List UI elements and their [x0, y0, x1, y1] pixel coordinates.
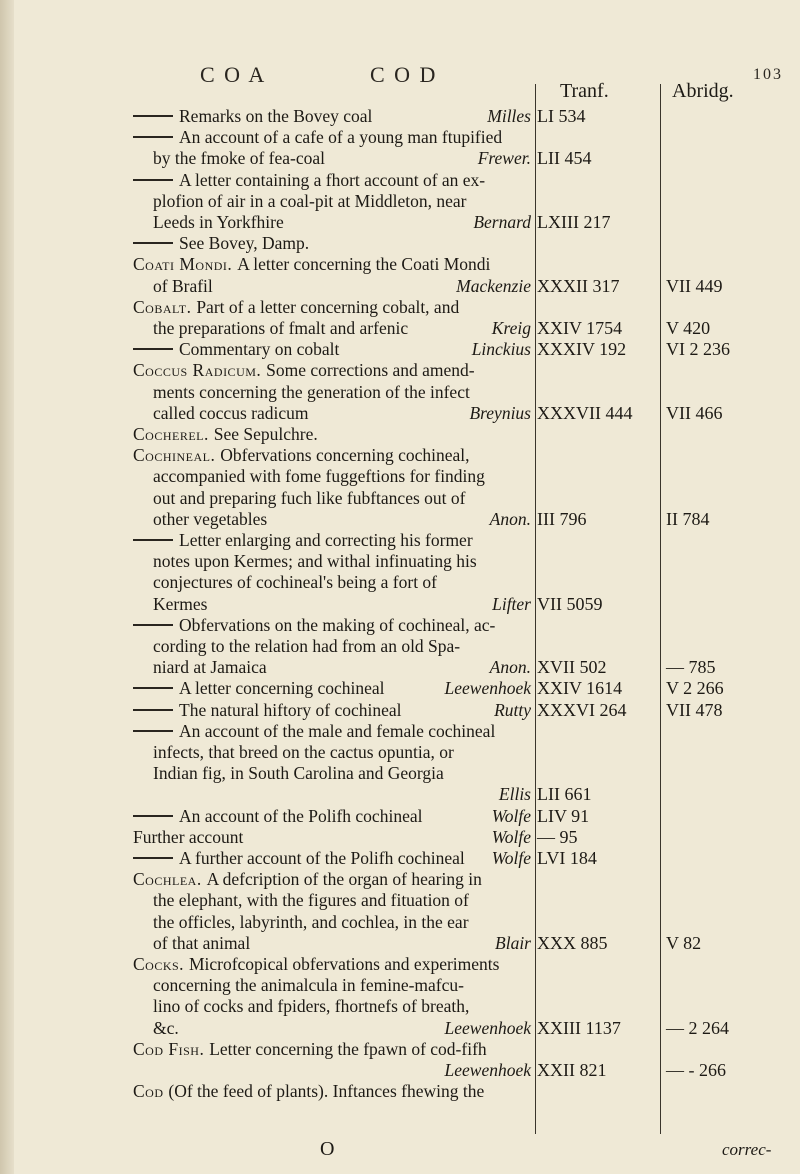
entry-text: [133, 445, 470, 466]
entry-author: Breynius: [469, 402, 531, 423]
entry-text: [133, 424, 318, 445]
ditto-dash: [133, 348, 173, 350]
running-head-middle: C O D: [370, 62, 438, 87]
entry-text: [133, 678, 385, 699]
column-header-abridgment: Abridg.: [672, 80, 734, 102]
signature-mark: O: [320, 1138, 335, 1160]
abridgment-ref: V 82: [666, 932, 702, 953]
entry-line-text: Part of a letter concerning cobalt, and: [196, 296, 460, 317]
abridgment-ref: VI 2 236: [666, 339, 730, 360]
entry-line-text: other vegetables: [153, 508, 268, 529]
entry-text: [153, 276, 213, 297]
transactions-ref: LVI 184: [537, 848, 597, 868]
entry-line-text: An account of the Polifh cochineal: [179, 805, 423, 826]
entry-line-text: The natural hiftory of cochineal: [179, 699, 402, 720]
entry-line-text: &c.: [153, 1017, 179, 1038]
entry-line-text: of that animal: [153, 932, 251, 953]
transactions-ref: XVII 502: [537, 657, 607, 678]
ditto-dash: [133, 709, 173, 711]
column-rule-right: [660, 84, 661, 1134]
abridgment-ref: VII 466: [666, 402, 723, 423]
transactions-ref: LII 661: [537, 784, 592, 805]
entry-text: [133, 615, 495, 636]
entry-line-text: called coccus radicum: [153, 402, 309, 423]
entry-text: [153, 742, 454, 763]
transactions-ref: XXIV 1614: [537, 678, 623, 699]
transactions-ref: XXII 821: [537, 1060, 607, 1080]
entry-text: [153, 403, 308, 424]
entry-line-text: the preparations of fmalt and arfenic: [153, 318, 409, 338]
transactions-ref: III 796: [537, 508, 587, 529]
entry-line-text: conjectures of cochineal's being a fort of: [153, 572, 438, 593]
ditto-dash: [133, 115, 173, 117]
column-rule-left: [535, 84, 536, 1134]
entry-text: [153, 212, 284, 233]
abridgment-ref: — - 266: [666, 1060, 726, 1080]
entry-line-text: Leeds in Yorkfhire: [153, 212, 284, 232]
ditto-dash: [133, 687, 173, 689]
transactions-ref: LII 454: [537, 148, 592, 169]
entry-line-text: Kermes: [153, 593, 208, 614]
entry-line-text: Letter concerning the fpawn of cod-fifh: [209, 1038, 487, 1059]
entry-heading: Cochineal.: [133, 445, 221, 466]
entry-author: Leewenhoek: [444, 1060, 531, 1080]
entry-author: Leewenhoek: [444, 1017, 531, 1038]
abridgment-ref: — 785: [666, 657, 716, 678]
entry-line-text: An account of the male and female cochineal: [179, 720, 496, 741]
entry-line-text: A letter concerning cochineal: [179, 678, 385, 699]
entry-text: [133, 1039, 487, 1060]
entry-line-text: infects, that breed on the cactus opuntia, or: [153, 742, 454, 762]
entry-text: [133, 530, 473, 551]
entry-text: [133, 869, 482, 890]
entry-text: [153, 572, 437, 593]
entry-line-text: ments concerning the generation of the infect: [153, 381, 470, 402]
entry-text: [153, 382, 470, 403]
entry-line-text: A further account of the Polifh cochineal: [179, 848, 465, 868]
entry-author: Wolfe: [491, 848, 531, 868]
entry-author: Linckius: [471, 339, 531, 360]
entry-line-text: Microfcopical obfervations and experiments: [188, 954, 500, 974]
entry-heading: Coccus Radicum.: [133, 360, 267, 381]
page-spine: [0, 0, 14, 1174]
entry-author: Ellis: [498, 784, 531, 805]
entry-text: [133, 848, 465, 869]
abridgment-ref: VII 449: [666, 275, 723, 296]
entry-author: Frewer.: [477, 148, 531, 169]
transactions-ref: XXXVII 444: [537, 402, 633, 423]
entry-heading: Cobalt.: [133, 296, 197, 317]
entry-text: [153, 594, 207, 615]
entry-heading: Cochlea.: [133, 869, 207, 890]
catchword: correc-: [722, 1140, 772, 1159]
transactions-ref: XXIII 1137: [537, 1017, 621, 1038]
entry-text: [153, 975, 464, 996]
entry-author: Rutty: [494, 699, 531, 720]
entry-line-text: Remarks on the Bovey coal: [179, 106, 373, 126]
entry-author: Leewenhoek: [444, 678, 531, 699]
entry-heading: Cod Fish.: [133, 1038, 210, 1059]
entry-author: Lifter: [492, 593, 531, 614]
ditto-dash: [133, 179, 173, 181]
entry-text: [133, 954, 499, 975]
entry-line-text: cording to the relation had from an old Spa-: [153, 636, 461, 656]
entry-line-text: concerning the animalcula in femine-mafcu-: [153, 975, 464, 996]
entry-line-text: Letter enlarging and correcting his former: [179, 530, 473, 550]
abridgment-ref: VII 478: [666, 699, 723, 720]
entry-heading: Cod: [133, 1081, 169, 1102]
running-head-left: C O A: [200, 62, 267, 87]
transactions-ref: LI 534: [537, 106, 586, 126]
entry-line-text: notes upon Kermes; and withal infinuating his: [153, 551, 477, 572]
entry-author: Blair: [495, 932, 531, 953]
entry-text: [153, 191, 466, 212]
entry-text: [133, 700, 402, 721]
entry-text: [133, 127, 502, 148]
entry-line-text: Obfervations on the making of cochineal, ac-: [179, 614, 496, 635]
entry-text: [133, 233, 309, 254]
entry-line-text: accompanied with fome fuggeftions for finding: [153, 466, 485, 487]
transactions-ref: XXXIV 192: [537, 339, 627, 360]
transactions-ref: XXX 885: [537, 932, 608, 953]
entry-line-text: plofion of air in a coal-pit at Middleton, near: [153, 190, 467, 211]
page-number: 103: [753, 66, 783, 83]
entry-line-text: the elephant, with the figures and fituation of: [153, 890, 469, 911]
abridgment-ref: V 420: [666, 318, 711, 338]
entry-text: [153, 763, 444, 784]
entry-line-text: A letter containing a fhort account of an ex-: [179, 169, 486, 190]
entry-heading: Cocks.: [133, 954, 189, 974]
entry-line-text: out and preparing fuch like fubftances out of: [153, 487, 466, 508]
entry-line-text: of Brafil: [153, 275, 213, 296]
entry-line-text: lino of cocks and fpiders, fhortnefs of breath,: [153, 996, 470, 1017]
entry-line-text: See Sepulchre.: [213, 424, 318, 444]
transactions-ref: XXXVI 264: [537, 699, 627, 720]
entry-line-text: by the fmoke of fea-coal: [153, 148, 326, 169]
entry-text: [133, 360, 475, 381]
transactions-ref: — 95: [537, 826, 578, 847]
entry-text: [153, 318, 408, 339]
entry-text: [153, 551, 477, 572]
entry-line-text: niard at Jamaica: [153, 657, 267, 678]
entry-line-text: A defcription of the organ of hearing in: [206, 869, 482, 890]
entry-text: [153, 148, 325, 169]
entry-text: [133, 254, 490, 275]
entry-author: Kreig: [491, 318, 531, 338]
entry-text: [133, 297, 459, 318]
ditto-dash: [133, 242, 173, 244]
abridgment-ref: V 2 266: [666, 678, 724, 699]
entry-text: [133, 339, 339, 360]
entry-author: Anon.: [489, 657, 531, 678]
transactions-ref: VII 5059: [537, 593, 603, 614]
ditto-dash: [133, 136, 173, 138]
entry-text: [133, 1081, 484, 1102]
entry-text: [153, 1018, 179, 1039]
abridgment-ref: II 784: [666, 508, 710, 529]
entry-text: [133, 170, 485, 191]
ditto-dash: [133, 815, 173, 817]
entry-author: Wolfe: [491, 805, 531, 826]
entry-author: Wolfe: [491, 826, 531, 847]
entry-line-text: the officles, labyrinth, and cochlea, in the ear: [153, 911, 469, 932]
entry-text: [133, 827, 243, 848]
entry-line-text: (Of the feed of plants). Inftances fhewing the: [168, 1081, 485, 1102]
entry-text: [153, 657, 267, 678]
entry-author: Milles: [487, 106, 531, 126]
entry-text: [153, 488, 465, 509]
ditto-dash: [133, 730, 173, 732]
entry-author: Bernard: [473, 212, 531, 232]
ditto-dash: [133, 539, 173, 541]
entry-line-text: Commentary on cobalt: [179, 339, 340, 360]
column-header-transactions: Tranf.: [560, 80, 609, 102]
abridgment-ref: — 2 264: [666, 1017, 729, 1038]
entry-line-text: Indian fig, in South Carolina and Georgia: [153, 763, 444, 784]
transactions-ref: LXIII 217: [537, 212, 611, 232]
entry-text: [153, 912, 469, 933]
transactions-ref: XXXII 317: [537, 275, 620, 296]
entry-line-text: A letter concerning the Coati Mondi: [237, 254, 491, 275]
entry-line-text: Obfervations concerning cochineal,: [220, 445, 470, 466]
entry-author: Anon.: [489, 508, 531, 529]
entry-heading: Cocherel.: [133, 424, 214, 444]
entry-line-text: Further account: [133, 826, 244, 847]
entry-text: [133, 106, 372, 127]
entry-line-text: See Bovey, Damp.: [179, 233, 310, 254]
entry-text: [153, 509, 267, 530]
entry-heading: Coati Mondi.: [133, 254, 238, 275]
entry-line-text: An account of a cafe of a young man ftupified: [179, 127, 503, 148]
transactions-ref: XXIV 1754: [537, 318, 623, 338]
entry-line-text: Some corrections and amend-: [266, 360, 475, 381]
entry-text: [153, 933, 250, 954]
entry-text: [153, 890, 469, 911]
ditto-dash: [133, 857, 173, 859]
entry-text: [133, 806, 422, 827]
entry-text: [133, 721, 495, 742]
entry-text: [153, 636, 460, 657]
transactions-ref: LIV 91: [537, 805, 590, 826]
ditto-dash: [133, 624, 173, 626]
entry-text: [153, 466, 485, 487]
entry-author: Mackenzie: [456, 275, 531, 296]
entry-text: [153, 996, 469, 1017]
